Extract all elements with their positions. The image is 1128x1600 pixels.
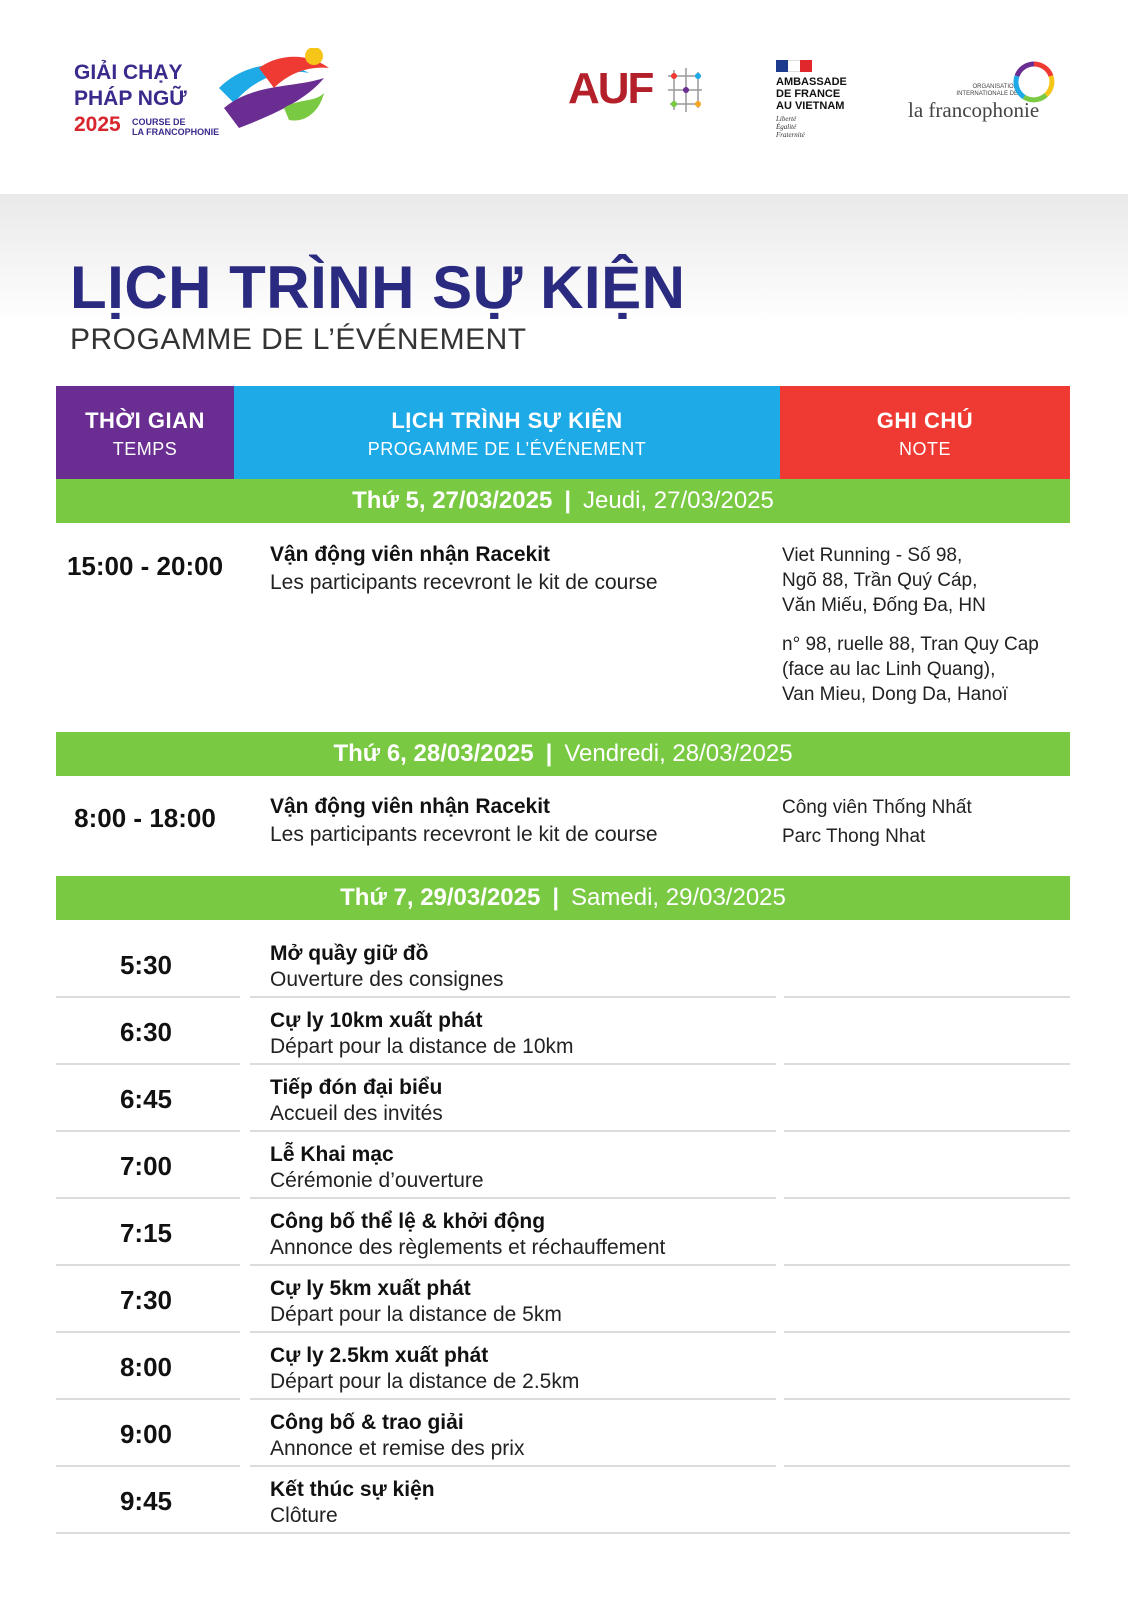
day1-note bbox=[782, 543, 1082, 707]
day1-note-fr-2: (face au lac Linh Quang), bbox=[782, 659, 996, 680]
day3-vi: Thứ 7, 29/03/2025 bbox=[340, 884, 541, 911]
auf-logo bbox=[568, 64, 652, 114]
row-activity-vi: Tiếp đón đại biểu bbox=[270, 1076, 443, 1099]
day2-activity-fr: Les participants recevront le kit de course bbox=[270, 823, 658, 846]
table-bottom-border bbox=[56, 1532, 1070, 1534]
row-divider bbox=[56, 1465, 240, 1467]
row-divider bbox=[56, 1331, 240, 1333]
row-divider bbox=[250, 1331, 776, 1333]
table-row bbox=[56, 1133, 1070, 1199]
row-time: 9:45 bbox=[119, 1486, 173, 1516]
column-header-program bbox=[234, 386, 780, 479]
row-divider bbox=[250, 1197, 776, 1199]
table-row bbox=[56, 1334, 1070, 1400]
column-header-time-fr: TEMPS bbox=[112, 439, 178, 459]
day1-note-vi-2: Ngõ 88, Trần Quý Cáp, bbox=[782, 570, 978, 591]
oif-ring-icon bbox=[1012, 60, 1056, 104]
race-logo bbox=[74, 60, 374, 150]
row-activity-vi: Cự ly 2.5km xuất phát bbox=[270, 1344, 489, 1367]
french-flag-icon bbox=[776, 60, 812, 72]
row-divider bbox=[250, 1398, 776, 1400]
race-logo-line2: PHÁP NGỮ bbox=[74, 87, 187, 110]
page-subtitle: PROGAMME DE L’ÉVÉNEMENT bbox=[70, 323, 527, 356]
row-divider bbox=[784, 1130, 1070, 1132]
row-activity-fr: Départ pour la distance de 2.5km bbox=[270, 1370, 580, 1393]
column-header-time-vi: THỜI GIAN bbox=[85, 408, 205, 433]
row-divider bbox=[56, 1264, 240, 1266]
table-row bbox=[56, 1401, 1070, 1467]
row-activity-vi: Công bố thể lệ & khởi động bbox=[270, 1210, 546, 1233]
row-time: 5:30 bbox=[119, 950, 173, 980]
day2-vi: Thứ 6, 28/03/2025 bbox=[333, 740, 534, 767]
day1-note-fr-1: n° 98, ruelle 88, Tran Quy Cap bbox=[782, 634, 1039, 655]
day-header-1 bbox=[56, 479, 1070, 523]
day1-fr: Jeudi, 27/03/2025 bbox=[583, 487, 774, 514]
day2-activity bbox=[270, 795, 770, 847]
row-activity-vi: Kết thúc sự kiện bbox=[270, 1478, 435, 1501]
day3-separator: | bbox=[552, 884, 560, 911]
day2-separator: | bbox=[545, 740, 553, 767]
column-header-note-vi: GHI CHÚ bbox=[876, 408, 974, 433]
table-row bbox=[56, 999, 1070, 1065]
day1-activity bbox=[270, 543, 770, 595]
page-title: LỊCH TRÌNH SỰ KIỆN bbox=[70, 254, 686, 321]
embassy-motto3: Fraternité bbox=[776, 131, 805, 139]
oif-small2: INTERNATIONALE DE bbox=[956, 91, 1018, 97]
oif-main-text: la francophonie bbox=[908, 98, 1040, 122]
row-time: 7:00 bbox=[119, 1151, 173, 1181]
day3-fr: Samedi, 29/03/2025 bbox=[571, 884, 786, 911]
day2-time: 8:00 - 18:00 bbox=[74, 803, 216, 833]
day-header-3 bbox=[56, 876, 1070, 920]
row-divider bbox=[56, 1063, 240, 1065]
day2-note-vi: Công viên Thống Nhất bbox=[782, 797, 972, 818]
race-logo-small1: COURSE DE bbox=[132, 117, 186, 127]
column-header-program-vi: LỊCH TRÌNH SỰ KIỆN bbox=[391, 408, 623, 433]
row-divider bbox=[56, 996, 240, 998]
row-divider bbox=[784, 1331, 1070, 1333]
row-time: 6:45 bbox=[119, 1084, 173, 1114]
row-activity-vi: Cự ly 10km xuất phát bbox=[270, 1009, 483, 1032]
auf-logo-text: AUF bbox=[568, 64, 653, 113]
embassy-motto2: Égalité bbox=[776, 123, 797, 131]
race-logo-small2: LA FRANCOPHONIE bbox=[132, 127, 220, 137]
row-activity-fr: Cérémonie d’ouverture bbox=[270, 1169, 484, 1192]
oif-small1: ORGANISATION bbox=[972, 84, 1018, 90]
row-activity-vi: Công bố & trao giải bbox=[270, 1411, 464, 1434]
row-divider bbox=[784, 996, 1070, 998]
day1-vi: Thứ 5, 27/03/2025 bbox=[352, 487, 553, 514]
row-activity-vi: Lễ Khai mạc bbox=[270, 1143, 394, 1166]
day1-note-vi-1: Viet Running - Số 98, bbox=[782, 545, 963, 566]
row-divider bbox=[784, 1465, 1070, 1467]
row-divider bbox=[250, 996, 776, 998]
day2-fr: Vendredi, 28/03/2025 bbox=[564, 740, 793, 767]
row-divider bbox=[784, 1197, 1070, 1199]
day2-note-fr: Parc Thong Nhat bbox=[782, 826, 926, 847]
table-row bbox=[56, 1200, 1070, 1266]
day1-separator: | bbox=[564, 487, 572, 514]
row-divider bbox=[250, 1063, 776, 1065]
row-time: 9:00 bbox=[119, 1419, 173, 1449]
column-header-note-fr: NOTE bbox=[898, 439, 951, 459]
row-activity-fr: Départ pour la distance de 10km bbox=[270, 1035, 574, 1058]
row-activity-fr: Ouverture des consignes bbox=[270, 968, 504, 991]
day1-activity-fr: Les participants recevront le kit de course bbox=[270, 571, 658, 594]
column-header-time bbox=[56, 386, 234, 479]
row-divider bbox=[56, 1130, 240, 1132]
column-header-program-fr: PROGAMME DE L’ÉVÉNEMENT bbox=[367, 439, 647, 459]
table-row bbox=[56, 1468, 1070, 1534]
row-activity-vi: Cự ly 5km xuất phát bbox=[270, 1277, 471, 1300]
row-activity-fr: Départ pour la distance de 5km bbox=[270, 1303, 562, 1326]
day2-note bbox=[782, 795, 1082, 849]
row-divider bbox=[56, 1197, 240, 1199]
row-time: 8:00 bbox=[119, 1352, 173, 1382]
column-header-note bbox=[780, 386, 1070, 479]
day1-note-vi-3: Văn Miếu, Đống Đa, HN bbox=[782, 595, 986, 616]
day1-note-fr-3: Van Mieu, Dong Da, Hanoï bbox=[782, 684, 1008, 705]
day2-activity-vi: Vận động viên nhận Racekit bbox=[270, 795, 551, 818]
day1-time: 15:00 - 20:00 bbox=[66, 551, 224, 581]
auf-network-icon bbox=[660, 66, 710, 114]
row-divider bbox=[250, 1264, 776, 1266]
row-divider bbox=[784, 1398, 1070, 1400]
embassy-line3: AU VIETNAM bbox=[776, 100, 845, 112]
embassy-motto1: Liberté bbox=[776, 115, 797, 123]
table-row bbox=[56, 932, 1070, 998]
day-header-2 bbox=[56, 732, 1070, 776]
row-activity-fr: Clôture bbox=[270, 1504, 338, 1527]
row-time: 7:15 bbox=[119, 1218, 173, 1248]
row-activity-fr: Annonce et remise des prix bbox=[270, 1437, 525, 1460]
header bbox=[0, 0, 1128, 194]
runner-icon bbox=[214, 48, 334, 138]
row-divider bbox=[250, 1130, 776, 1132]
day1-activity-vi: Vận động viên nhận Racekit bbox=[270, 543, 551, 566]
row-time: 7:30 bbox=[119, 1285, 173, 1315]
row-time: 6:30 bbox=[119, 1017, 173, 1047]
table-row bbox=[56, 1267, 1070, 1333]
race-logo-year: 2025 bbox=[74, 113, 121, 136]
row-activity-fr: Accueil des invités bbox=[270, 1102, 443, 1125]
row-divider bbox=[250, 1465, 776, 1467]
row-activity-fr: Annonce des règlements et réchauffement bbox=[270, 1236, 666, 1259]
embassy-line2: DE FRANCE bbox=[776, 88, 841, 100]
row-divider bbox=[784, 1063, 1070, 1065]
row-divider bbox=[784, 1264, 1070, 1266]
embassy-logo bbox=[776, 60, 886, 139]
row-activity-vi: Mở quầy giữ đồ bbox=[270, 942, 429, 965]
oif-logo bbox=[908, 60, 1058, 120]
embassy-line1: AMBASSADE bbox=[776, 76, 847, 88]
race-logo-line1: GIẢI CHẠY bbox=[74, 61, 183, 84]
table-row bbox=[56, 1066, 1070, 1132]
row-divider bbox=[56, 1398, 240, 1400]
